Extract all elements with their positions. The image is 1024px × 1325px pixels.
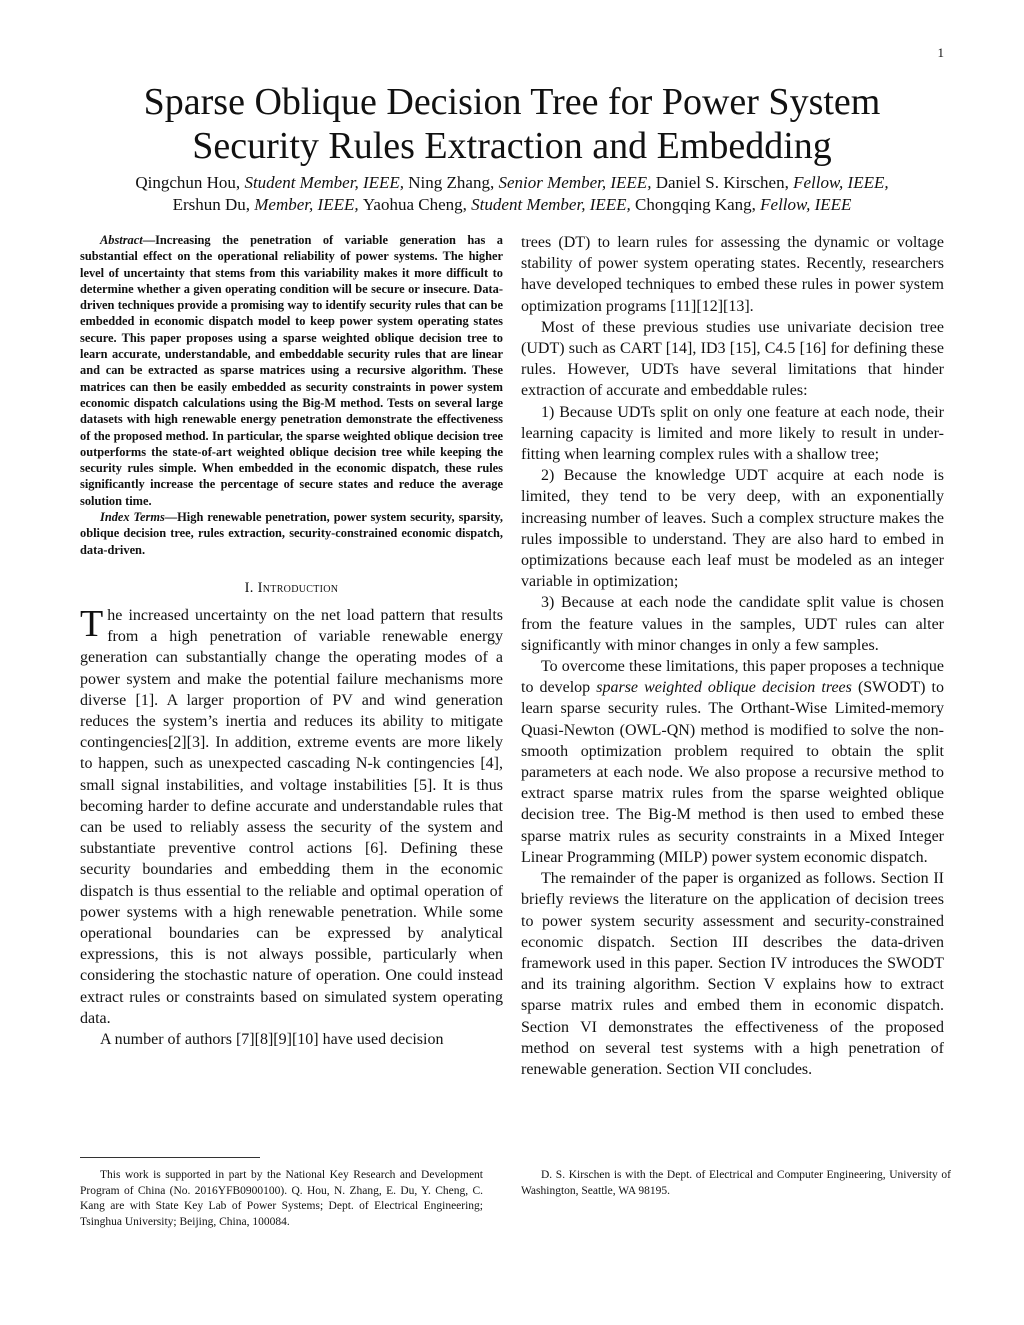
paper-title [0,80,1024,168]
limitation-item-3: 3) Because at each node the candidate split value is chosen from the feature values in the samples, UDT rules can alter significantly with minor changes in only a few samples. [521,594,944,654]
title-line-2: Security Rules Extraction and Embedding [192,125,832,167]
section-heading-introduction [80,580,503,597]
footnote-affiliation: D. S. Kirschen is with the Dept. of Electrical and Computer Engineering, University of Washington, Seattle, WA 98195. [521,1169,951,1197]
footnote-funding: This work is supported in part by the National Key Research and Development Program of China (No. 2016YFB0900100). Q. Hou, N. Zhang, E. Du, Y. Cheng, C. Kang are with State Key Lab of Power Systems; Dept. of Electrical Engineering; Tsinghua University; Beijing, China, 100084. [80,1169,483,1228]
footnote-divider [80,1157,260,1158]
abstract [80,232,503,509]
author-4-org: , IEEE, [309,195,363,214]
author-list [0,172,1024,216]
intro-paragraph-2: A number of authors [7][8][9][10] have used decision [100,1031,444,1048]
abstract-label: Abstract [100,233,143,247]
author-6-org: , IEEE [806,195,852,214]
p4-start: To overcome these limitations, this paper proposes a technique to develop [521,658,944,697]
intro-paragraph-1 [80,602,503,1029]
intro-paragraph-4 [521,656,944,868]
index-terms [80,509,503,558]
author-1-name: Qingchun Hou, [135,173,245,192]
intro-paragraph-2-continued: trees (DT) to learn rules for assessing the dynamic or voltage stability of power system operating states. Recently, researchers have developed techniques to embed these rules in power system optimization programs [11][12][13]. [521,234,944,315]
intro-paragraph-3: Most of these previous studies use univariate decision tree (UDT) such as CART [14], ID3 [15], C4.5 [16] for defining these rules. However, UDTs have several limitations that hinder extraction of accurate and embeddable rules: [521,318,944,400]
author-1-org: , IEEE, [354,173,409,192]
index-terms-text: —High renewable penetration, power system security, sparsity, oblique decision tree, rules extraction, security-constrained economic dispatch, data-driven. [80,510,503,557]
left-column [80,232,503,1050]
author-3-name: Daniel S. Kirschen, [655,173,794,192]
p4-end: (SWODT) to learn sparse security rules. The Orthant-Wise Limited-memory Quasi-Newton (OWL-QN) method is modified to solve the non-smooth optimization problem required to obtain the split parameters at each node. We also propose a recursive method to extract sparse matrix rules from the sparse weighted oblique decision tree. The Big-M method is then used to embed these sparse matrix rules as security constraints in a Mixed Integer Linear Programming (MILP) power system economic dispatch. [521,679,944,866]
section-title: Introduction [257,579,339,596]
author-2-org: , IEEE, [601,173,656,192]
author-4-name: Ershun Du, [172,195,255,214]
author-6-role: Fellow [760,195,807,214]
limitation-item-1: 1) Because UDTs split on only one feature at each node, their learning capacity is limited and more likely to result in under-fitting when learning complex rules with a shallow tree; [521,403,944,464]
right-column [521,232,944,1080]
author-5-name: Yaohua Cheng, [362,195,472,214]
section-number: I. [244,579,258,596]
limitation-item-2: 2) Because the knowledge UDT acquire at each node is limited, they tend to be very deep, with an exponentially increasing number of leaves. Such a complex structure makes the rules impossible to understand. They are also hard to embed in optimizations because each leaf must be modeled as an integer variable in optimization; [521,467,944,591]
abstract-text: —Increasing the penetration of variable generation has a substantial effect on the operational reliability of power systems. The higher level of uncertainty that stems from this variability makes it more difficult to determine whether a given operating condition will be secure or insecure. Data-driven techniques provide a promising way to identify security rules that can be embedded in economic dispatch model to keep power system operating states secure. This paper proposes using a sparse weighted oblique decision tree to learn accurate, understandable, and embeddable security rules that are linear and can be extracted as sparse matrices using a recursive algorithm. These matrices can then be easily embedded as security constraints in power system economic dispatch calculations using the Big-M method. Tests on several large datasets with high renewable energy penetration demonstrate the effectiveness of the proposed method. In particular, the sparse weighted oblique decision tree outperforms the state-of-art weighted oblique decision tree while keeping the security rules simple. When embedded in the economic dispatch, these rules significantly increase the percentage of secure states and reduce the average solution time. [80,233,503,508]
author-1-role: Student Member [244,173,355,192]
author-3-role: Fellow [793,173,840,192]
author-5-role: Student Member [471,195,582,214]
p4-emphasis: sparse weighted oblique decision trees [596,679,852,697]
author-2-role: Senior Member [498,173,602,192]
drop-cap: T [80,602,104,645]
title-line-1: Sparse Oblique Decision Tree for Power System [143,81,881,123]
intro-paragraph-5: The remainder of the paper is organized as follows. Section II briefly reviews the literature on the application of decision trees to power system security assessment and security-constrained economic dispatch. Section III describes the data-driven framework used in this paper. Section IV introduces the SWODT and its training algorithm. Section V explains how to extract sparse matrix rules and embed them in economic dispatch. Section VI demonstrates the effectiveness of the proposed method on several test systems with a high penetration of renewable generation. Section VII concludes. [521,870,944,1078]
index-terms-label: Index Terms [100,510,165,525]
author-4-role: Member [254,195,310,214]
intro-paragraph-1-text: he increased uncertainty on the net load pattern that results from a high penetration of variable renewable energy generation can substantially change the operating modes of a power system and make the potential failure mechanisms more diverse [1]. A larger proportion of PV and wind generation reduces the system’s inertia and reduces its ability to mitigate contingencies[2][3]. In addition, extreme events are more likely to happen, such as unexpected cascading N-k contingencies [4], small signal instabilities, and voltage instabilities [5]. It is thus becoming harder to define accurate and understandable rules that can be used to reliably assess the security of the system and substantiate preventive control actions [6]. Defining these security boundaries and embedding them in the economic dispatch is thus essential to the reliable and optimal operation of power systems with a high renewable penetration. While some operational boundaries can be expressed by analytical expressions, this is not always possible, particularly when considering the stochastic nature of operation. One could instead extract rules or constraints based on simulated system operating data. [80,606,503,1027]
author-2-name: Ning Zhang, [408,173,499,192]
page-number: 1 [937,45,944,60]
author-3-org: , IEEE, [839,173,889,192]
author-6-name: Chongqing Kang, [635,195,761,214]
author-5-org: , IEEE, [581,195,636,214]
